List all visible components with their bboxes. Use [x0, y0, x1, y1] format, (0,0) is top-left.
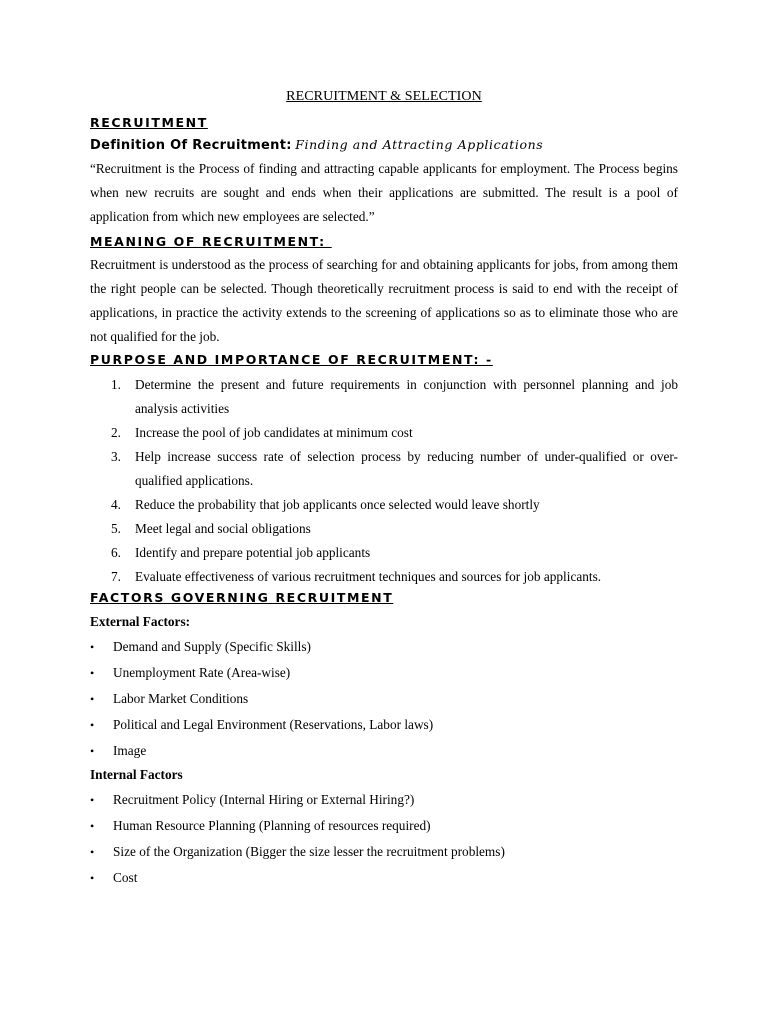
- bullet-icon: •: [90, 666, 95, 680]
- bullet-icon: •: [90, 819, 95, 833]
- external-factors-label: External Factors:: [90, 614, 191, 629]
- bullet-icon: •: [90, 640, 95, 654]
- list-item: [90, 517, 678, 541]
- external-factors-list: [90, 635, 678, 765]
- list-number: 2.: [111, 425, 121, 440]
- meaning-heading: MEANING OF RECRUITMENT:: [90, 234, 332, 249]
- definition-label: Definition Of Recruitment:: [90, 138, 292, 153]
- list-item: [90, 421, 678, 445]
- list-item: [90, 788, 678, 814]
- list-item-text: Reduce the probability that job applicants once selected would leave shortly: [135, 497, 540, 512]
- list-item-text: Evaluate effectiveness of various recruitment techniques and sources for job applicants.: [135, 569, 602, 584]
- definition-line: [90, 137, 543, 154]
- list-item: [90, 635, 678, 661]
- list-item: [90, 713, 678, 739]
- definition-paragraph: “Recruitment is the Process of finding and attracting capable applicants for employment. The Process begins when new recruits are sought and ends when their applications are submitted. The result is a pool of application from which new employees are selected.”: [90, 161, 678, 224]
- purpose-list: [90, 373, 678, 589]
- list-item: [90, 739, 678, 765]
- bullet-icon: •: [90, 744, 95, 758]
- list-item-text: Labor Market Conditions: [113, 691, 249, 706]
- document-title: RECRUITMENT & SELECTION: [286, 89, 482, 104]
- list-item-text: Size of the Organization (Bigger the size lesser the recruitment problems): [113, 844, 505, 859]
- list-item-text: Recruitment Policy (Internal Hiring or External Hiring?): [113, 792, 415, 807]
- list-item-text: Image: [113, 743, 147, 758]
- list-number: 4.: [111, 497, 121, 512]
- list-item: [90, 866, 678, 892]
- list-item: [90, 565, 678, 589]
- list-item: [90, 493, 678, 517]
- meaning-paragraph: Recruitment is understood as the process of searching for and obtaining applicants for jobs, from among them the right people can be selected. Though theoretically recruitment process is said to end with the receipt of applications, in practice the activity extends to the screening of applications so as to eliminate those who are not qualified for the job.: [90, 257, 678, 344]
- list-item-text: Political and Legal Environment (Reservations, Labor laws): [113, 717, 434, 732]
- list-item: [90, 445, 678, 493]
- list-item-text: Cost: [113, 870, 138, 885]
- list-item-text: Increase the pool of job candidates at minimum cost: [135, 425, 413, 440]
- list-item-text: Help increase success rate of selection process by reducing number of under-qualified or over-qualified applications.: [135, 449, 678, 488]
- list-item: [90, 687, 678, 713]
- list-item-text: Meet legal and social obligations: [135, 521, 311, 536]
- recruitment-heading: RECRUITMENT: [90, 115, 208, 130]
- bullet-icon: •: [90, 793, 95, 807]
- list-number: 1.: [111, 377, 121, 392]
- list-number: 6.: [111, 545, 121, 560]
- list-number: 7.: [111, 569, 121, 584]
- bullet-icon: •: [90, 871, 95, 885]
- bullet-icon: •: [90, 692, 95, 706]
- list-item: [90, 373, 678, 421]
- list-item: [90, 661, 678, 687]
- bullet-icon: •: [90, 718, 95, 732]
- list-item-text: Unemployment Rate (Area-wise): [113, 665, 291, 680]
- internal-factors-label: Internal Factors: [90, 767, 183, 782]
- purpose-heading: PURPOSE AND IMPORTANCE OF RECRUITMENT: -: [90, 352, 493, 367]
- list-number: 5.: [111, 521, 121, 536]
- list-number: 3.: [111, 449, 121, 464]
- internal-factors-list: [90, 788, 678, 892]
- definition-value: Finding and Attracting Applications: [295, 137, 544, 152]
- list-item: [90, 840, 678, 866]
- bullet-icon: •: [90, 845, 95, 859]
- list-item-text: Identify and prepare potential job applicants: [135, 545, 371, 560]
- list-item-text: Determine the present and future requirements in conjunction with personnel planning and job analysis activities: [135, 377, 678, 416]
- factors-heading: FACTORS GOVERNING RECRUITMENT: [90, 590, 394, 605]
- list-item: [90, 541, 678, 565]
- list-item: [90, 814, 678, 840]
- list-item-text: Demand and Supply (Specific Skills): [113, 639, 311, 654]
- list-item-text: Human Resource Planning (Planning of resources required): [113, 818, 431, 833]
